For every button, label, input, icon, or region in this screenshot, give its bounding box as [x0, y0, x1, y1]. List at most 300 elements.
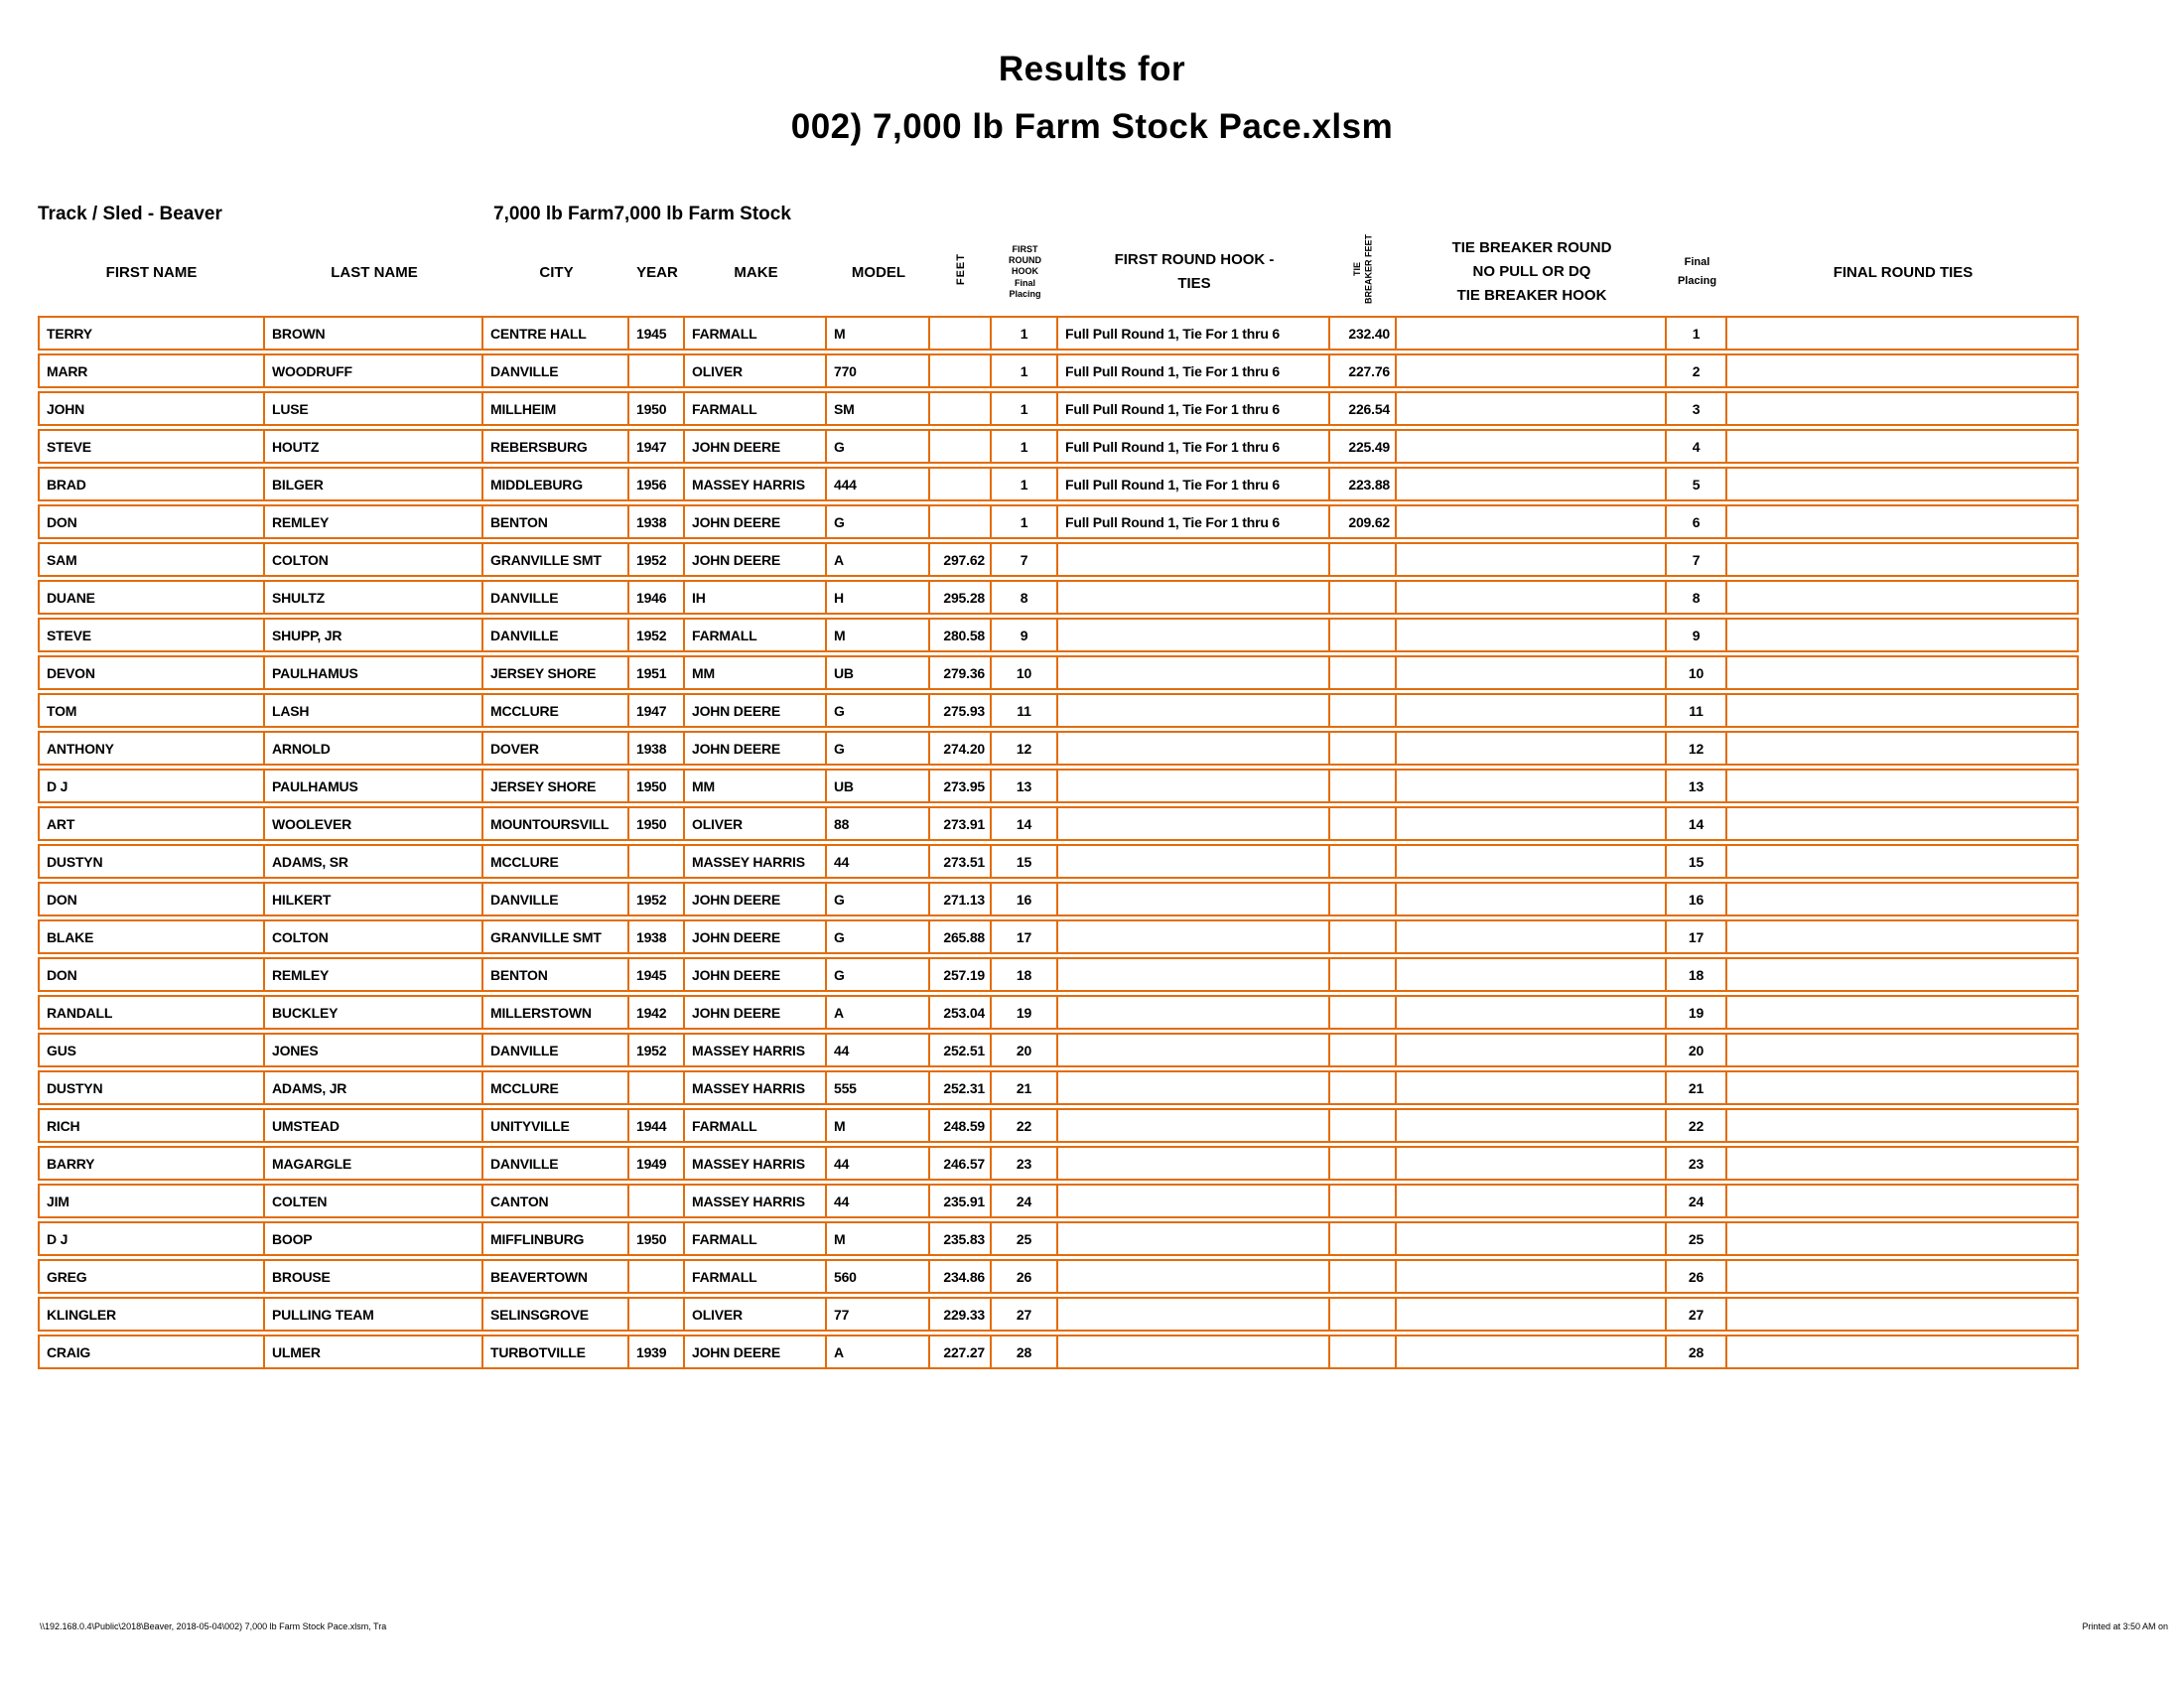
cell-first-name: DON: [38, 504, 265, 539]
cell-first-round-ties: [1058, 693, 1330, 728]
cell-feet: 273.95: [930, 769, 992, 803]
cell-city: CANTON: [483, 1184, 629, 1218]
cell-feet: [930, 391, 992, 426]
cell-year: 1952: [629, 542, 685, 577]
cell-year: 1952: [629, 618, 685, 652]
cell-first-name: DUSTYN: [38, 1070, 265, 1105]
cell-model: SM: [827, 391, 930, 426]
table-row: [38, 353, 2079, 388]
cell-tie-breaker-feet: [1330, 542, 1397, 577]
cell-first-name: DON: [38, 957, 265, 992]
cell-city: MIFFLINBURG: [483, 1221, 629, 1256]
col-header-city: CITY: [539, 263, 574, 281]
cell-first-round-ties: [1058, 655, 1330, 690]
cell-last-name: PULLING TEAM: [265, 1297, 483, 1332]
cell-feet: 273.51: [930, 844, 992, 879]
cell-first-round-ties: Full Pull Round 1, Tie For 1 thru 6: [1058, 429, 1330, 464]
cell-city: MCCLURE: [483, 1070, 629, 1105]
table-row: [38, 995, 2079, 1030]
cell-first-round-placing: 22: [992, 1108, 1058, 1143]
cell-city: MIDDLEBURG: [483, 467, 629, 501]
tbf-line2: BREAKER FEET: [1363, 234, 1374, 305]
cell-model: G: [827, 957, 930, 992]
cell-first-round-placing: 26: [992, 1259, 1058, 1294]
col-header-final-round-ties: FINAL ROUND TIES: [1833, 263, 1974, 281]
frh-placing-line2: ROUND: [1009, 255, 1041, 266]
cell-final-round-ties: [1727, 693, 2079, 728]
cell-tie-breaker-feet: [1330, 1070, 1397, 1105]
cell-tie-breaker-round: [1397, 806, 1667, 841]
cell-last-name: SHUPP, JR: [265, 618, 483, 652]
col-header-year: YEAR: [636, 263, 678, 281]
cell-final-placing: 28: [1667, 1335, 1727, 1369]
page-title: [0, 0, 2184, 147]
table-row: [38, 1335, 2079, 1369]
cell-tie-breaker-round: [1397, 693, 1667, 728]
cell-year: [629, 844, 685, 879]
cell-tie-breaker-round: [1397, 1108, 1667, 1143]
cell-make: MASSEY HARRIS: [685, 844, 827, 879]
cell-year: 1939: [629, 1335, 685, 1369]
cell-final-round-ties: [1727, 1108, 2079, 1143]
cell-tie-breaker-round: [1397, 1146, 1667, 1181]
cell-feet: 229.33: [930, 1297, 992, 1332]
cell-first-name: STEVE: [38, 429, 265, 464]
cell-feet: 257.19: [930, 957, 992, 992]
cell-first-round-ties: [1058, 1184, 1330, 1218]
cell-year: 1950: [629, 1221, 685, 1256]
cell-feet: 273.91: [930, 806, 992, 841]
cell-tie-breaker-feet: [1330, 1033, 1397, 1067]
cell-year: 1944: [629, 1108, 685, 1143]
cell-model: 77: [827, 1297, 930, 1332]
cell-first-name: DON: [38, 882, 265, 916]
cell-last-name: BROUSE: [265, 1259, 483, 1294]
cell-year: [629, 1259, 685, 1294]
cell-year: [629, 1297, 685, 1332]
cell-year: 1950: [629, 806, 685, 841]
cell-last-name: BOOP: [265, 1221, 483, 1256]
cell-first-name: RICH: [38, 1108, 265, 1143]
cell-year: 1947: [629, 693, 685, 728]
cell-final-placing: 24: [1667, 1184, 1727, 1218]
cell-feet: 235.91: [930, 1184, 992, 1218]
cell-final-round-ties: [1727, 1033, 2079, 1067]
table-row: [38, 655, 2079, 690]
results-table: [38, 228, 2079, 1372]
cell-feet: [930, 353, 992, 388]
table-row: [38, 542, 2079, 577]
cell-final-placing: 27: [1667, 1297, 1727, 1332]
cell-first-round-ties: [1058, 542, 1330, 577]
cell-model: G: [827, 882, 930, 916]
cell-final-round-ties: [1727, 806, 2079, 841]
table-row: [38, 957, 2079, 992]
cell-model: 44: [827, 1184, 930, 1218]
tie-breaker-feet-rotated-label: [1352, 234, 1375, 304]
cell-model: 88: [827, 806, 930, 841]
cell-city: MILLHEIM: [483, 391, 629, 426]
cell-first-round-placing: 15: [992, 844, 1058, 879]
cell-first-round-placing: 12: [992, 731, 1058, 766]
table-row: [38, 1146, 2079, 1181]
cell-first-name: TERRY: [38, 316, 265, 351]
cell-final-placing: 22: [1667, 1108, 1727, 1143]
cell-feet: 234.86: [930, 1259, 992, 1294]
cell-last-name: BUCKLEY: [265, 995, 483, 1030]
cell-feet: 274.20: [930, 731, 992, 766]
cell-final-round-ties: [1727, 618, 2079, 652]
cell-tie-breaker-round: [1397, 542, 1667, 577]
table-row: [38, 1297, 2079, 1332]
cell-tie-breaker-feet: [1330, 806, 1397, 841]
cell-year: 1947: [629, 429, 685, 464]
cell-final-round-ties: [1727, 919, 2079, 954]
meta-row: [38, 204, 2146, 229]
table-row: [38, 1259, 2079, 1294]
cell-feet: [930, 504, 992, 539]
cell-first-name: RANDALL: [38, 995, 265, 1030]
frh-placing-line3: HOOK: [1012, 266, 1038, 277]
cell-first-round-placing: 16: [992, 882, 1058, 916]
cell-final-placing: 14: [1667, 806, 1727, 841]
cell-final-round-ties: [1727, 957, 2079, 992]
footer-file-path: \\192.168.0.4\Public\2018\Beaver, 2018-05-04\002) 7,000 lb Farm Stock Pace.xlsm, Tra: [40, 1621, 387, 1631]
cell-final-round-ties: [1727, 769, 2079, 803]
cell-make: JOHN DEERE: [685, 731, 827, 766]
cell-final-round-ties: [1727, 1184, 2079, 1218]
cell-feet: [930, 429, 992, 464]
cell-final-round-ties: [1727, 1297, 2079, 1332]
cell-final-placing: 3: [1667, 391, 1727, 426]
col-header-first-round-placing: [992, 231, 1058, 313]
cell-tie-breaker-feet: [1330, 1259, 1397, 1294]
cell-first-round-ties: Full Pull Round 1, Tie For 1 thru 6: [1058, 391, 1330, 426]
cell-final-placing: 26: [1667, 1259, 1727, 1294]
cell-tie-breaker-round: [1397, 504, 1667, 539]
table-row: [38, 467, 2079, 501]
col-header-first-name: FIRST NAME: [105, 263, 198, 281]
cell-city: BENTON: [483, 957, 629, 992]
cell-final-round-ties: [1727, 391, 2079, 426]
cell-last-name: LUSE: [265, 391, 483, 426]
cell-city: DANVILLE: [483, 882, 629, 916]
cell-first-round-ties: [1058, 618, 1330, 652]
cell-make: FARMALL: [685, 1259, 827, 1294]
cell-tie-breaker-round: [1397, 580, 1667, 615]
cell-final-round-ties: [1727, 655, 2079, 690]
cell-final-placing: 4: [1667, 429, 1727, 464]
cell-make: MASSEY HARRIS: [685, 1070, 827, 1105]
table-row: [38, 731, 2079, 766]
cell-last-name: REMLEY: [265, 504, 483, 539]
cell-city: TURBOTVILLE: [483, 1335, 629, 1369]
cell-last-name: JONES: [265, 1033, 483, 1067]
cell-city: JERSEY SHORE: [483, 655, 629, 690]
cell-model: 555: [827, 1070, 930, 1105]
table-row: [38, 1221, 2079, 1256]
cell-first-round-placing: 19: [992, 995, 1058, 1030]
cell-last-name: UMSTEAD: [265, 1108, 483, 1143]
cell-tie-breaker-round: [1397, 391, 1667, 426]
cell-tie-breaker-round: [1397, 731, 1667, 766]
cell-make: MASSEY HARRIS: [685, 1184, 827, 1218]
cell-tie-breaker-feet: 223.88: [1330, 467, 1397, 501]
cell-final-placing: 12: [1667, 731, 1727, 766]
cell-year: 1938: [629, 504, 685, 539]
cell-first-name: D J: [38, 1221, 265, 1256]
cell-tie-breaker-feet: [1330, 731, 1397, 766]
cell-city: UNITYVILLE: [483, 1108, 629, 1143]
cell-last-name: ADAMS, JR: [265, 1070, 483, 1105]
track-sled-label: Track / Sled - Beaver: [38, 204, 222, 224]
cell-year: 1950: [629, 769, 685, 803]
cell-last-name: PAULHAMUS: [265, 769, 483, 803]
cell-last-name: PAULHAMUS: [265, 655, 483, 690]
cell-final-round-ties: [1727, 1070, 2079, 1105]
class-label: [493, 204, 791, 225]
cell-final-round-ties: [1727, 1335, 2079, 1369]
cell-first-round-placing: 23: [992, 1146, 1058, 1181]
cell-final-round-ties: [1727, 1146, 2079, 1181]
table-row: [38, 1184, 2079, 1218]
cell-tie-breaker-feet: [1330, 1335, 1397, 1369]
footer-printed-at: Printed at 3:50 AM on: [2082, 1621, 2168, 1631]
cell-final-placing: 6: [1667, 504, 1727, 539]
cell-make: FARMALL: [685, 1108, 827, 1143]
cell-city: MILLERSTOWN: [483, 995, 629, 1030]
cell-first-round-ties: [1058, 769, 1330, 803]
tbf-line1: TIE: [1351, 262, 1362, 277]
table-row: [38, 316, 2079, 351]
cell-model: M: [827, 1108, 930, 1143]
cell-first-round-ties: Full Pull Round 1, Tie For 1 thru 6: [1058, 504, 1330, 539]
cell-feet: 253.04: [930, 995, 992, 1030]
cell-tie-breaker-feet: [1330, 769, 1397, 803]
col-header-last-name: LAST NAME: [331, 263, 418, 281]
cell-year: 1949: [629, 1146, 685, 1181]
cell-tie-breaker-round: [1397, 1070, 1667, 1105]
cell-year: 1956: [629, 467, 685, 501]
cell-first-name: BARRY: [38, 1146, 265, 1181]
cell-first-name: STEVE: [38, 618, 265, 652]
cell-first-name: TOM: [38, 693, 265, 728]
cell-first-name: KLINGLER: [38, 1297, 265, 1332]
cell-tie-breaker-feet: [1330, 693, 1397, 728]
table-row: [38, 1033, 2079, 1067]
cell-make: JOHN DEERE: [685, 429, 827, 464]
cell-feet: 279.36: [930, 655, 992, 690]
cell-first-name: GUS: [38, 1033, 265, 1067]
cell-tie-breaker-round: [1397, 1297, 1667, 1332]
title-line1: Results for: [998, 50, 1186, 88]
cell-first-round-ties: [1058, 882, 1330, 916]
cell-first-round-placing: 14: [992, 806, 1058, 841]
cell-feet: 280.58: [930, 618, 992, 652]
cell-tie-breaker-feet: [1330, 1221, 1397, 1256]
cell-first-round-placing: 7: [992, 542, 1058, 577]
cell-first-round-placing: 11: [992, 693, 1058, 728]
cell-last-name: WOOLEVER: [265, 806, 483, 841]
cell-first-round-placing: 28: [992, 1335, 1058, 1369]
results-table-body: [38, 316, 2079, 1369]
cell-last-name: HOUTZ: [265, 429, 483, 464]
cell-city: MCCLURE: [483, 844, 629, 879]
table-row: [38, 1108, 2079, 1143]
cell-make: JOHN DEERE: [685, 995, 827, 1030]
cell-final-placing: 5: [1667, 467, 1727, 501]
cell-year: [629, 353, 685, 388]
table-row: [38, 429, 2079, 464]
cell-tie-breaker-feet: 232.40: [1330, 316, 1397, 351]
cell-last-name: ULMER: [265, 1335, 483, 1369]
cell-last-name: SHULTZ: [265, 580, 483, 615]
cell-make: FARMALL: [685, 316, 827, 351]
cell-feet: 252.31: [930, 1070, 992, 1105]
cell-final-round-ties: [1727, 542, 2079, 577]
cell-tie-breaker-round: [1397, 467, 1667, 501]
cell-first-round-placing: 20: [992, 1033, 1058, 1067]
cell-first-name: DUSTYN: [38, 844, 265, 879]
cell-model: 560: [827, 1259, 930, 1294]
cell-tie-breaker-feet: [1330, 844, 1397, 879]
cell-first-round-ties: Full Pull Round 1, Tie For 1 thru 6: [1058, 353, 1330, 388]
cell-final-placing: 2: [1667, 353, 1727, 388]
cell-final-placing: 13: [1667, 769, 1727, 803]
cell-final-placing: 16: [1667, 882, 1727, 916]
cell-city: JERSEY SHORE: [483, 769, 629, 803]
cell-make: JOHN DEERE: [685, 504, 827, 539]
table-row: [38, 882, 2079, 916]
cell-first-round-placing: 21: [992, 1070, 1058, 1105]
cell-feet: [930, 316, 992, 351]
cell-city: REBERSBURG: [483, 429, 629, 464]
cell-make: JOHN DEERE: [685, 1335, 827, 1369]
cell-model: A: [827, 1335, 930, 1369]
cell-model: G: [827, 919, 930, 954]
cell-model: 44: [827, 1033, 930, 1067]
cell-first-round-placing: 1: [992, 391, 1058, 426]
cell-make: FARMALL: [685, 391, 827, 426]
table-row: [38, 919, 2079, 954]
cell-first-name: ART: [38, 806, 265, 841]
cell-last-name: COLTON: [265, 919, 483, 954]
cell-city: MCCLURE: [483, 693, 629, 728]
cell-first-round-placing: 27: [992, 1297, 1058, 1332]
cell-make: IH: [685, 580, 827, 615]
cell-tie-breaker-round: [1397, 1335, 1667, 1369]
cell-tie-breaker-feet: [1330, 1146, 1397, 1181]
cell-tie-breaker-round: [1397, 1221, 1667, 1256]
cell-final-round-ties: [1727, 1259, 2079, 1294]
cell-make: OLIVER: [685, 1297, 827, 1332]
frh-ties-line2: TIES: [1177, 275, 1211, 292]
cell-tie-breaker-feet: [1330, 655, 1397, 690]
cell-first-round-ties: Full Pull Round 1, Tie For 1 thru 6: [1058, 467, 1330, 501]
col-header-tie-breaker-round: [1397, 231, 1667, 313]
class-short-label: 7,000 lb Farm: [493, 204, 614, 224]
cell-city: SELINSGROVE: [483, 1297, 629, 1332]
cell-feet: 227.27: [930, 1335, 992, 1369]
cell-make: MM: [685, 655, 827, 690]
table-row: [38, 580, 2079, 615]
cell-first-round-placing: 1: [992, 316, 1058, 351]
cell-city: DANVILLE: [483, 580, 629, 615]
cell-first-round-placing: 1: [992, 504, 1058, 539]
cell-first-round-placing: 1: [992, 467, 1058, 501]
cell-model: M: [827, 618, 930, 652]
cell-tie-breaker-round: [1397, 1259, 1667, 1294]
cell-first-name: ANTHONY: [38, 731, 265, 766]
cell-tie-breaker-round: [1397, 957, 1667, 992]
cell-make: MASSEY HARRIS: [685, 1146, 827, 1181]
table-row: [38, 504, 2079, 539]
cell-model: 44: [827, 1146, 930, 1181]
class-full-label: 7,000 lb Farm Stock: [614, 204, 791, 224]
cell-final-placing: 8: [1667, 580, 1727, 615]
cell-first-name: JIM: [38, 1184, 265, 1218]
cell-first-round-placing: 24: [992, 1184, 1058, 1218]
cell-first-round-placing: 18: [992, 957, 1058, 992]
table-row: [38, 844, 2079, 879]
cell-year: 1952: [629, 882, 685, 916]
cell-feet: 295.28: [930, 580, 992, 615]
table-row: [38, 693, 2079, 728]
cell-city: DANVILLE: [483, 1146, 629, 1181]
cell-model: H: [827, 580, 930, 615]
cell-city: DANVILLE: [483, 353, 629, 388]
cell-first-round-placing: 8: [992, 580, 1058, 615]
cell-make: JOHN DEERE: [685, 542, 827, 577]
cell-year: 1946: [629, 580, 685, 615]
cell-model: UB: [827, 769, 930, 803]
cell-city: GRANVILLE SMT: [483, 919, 629, 954]
cell-final-placing: 17: [1667, 919, 1727, 954]
cell-tie-breaker-feet: 209.62: [1330, 504, 1397, 539]
cell-final-round-ties: [1727, 580, 2079, 615]
cell-make: JOHN DEERE: [685, 882, 827, 916]
cell-first-round-ties: [1058, 995, 1330, 1030]
cell-make: JOHN DEERE: [685, 919, 827, 954]
cell-tie-breaker-feet: 225.49: [1330, 429, 1397, 464]
cell-make: FARMALL: [685, 618, 827, 652]
col-header-first-round-ties: [1058, 231, 1330, 313]
cell-tie-breaker-round: [1397, 429, 1667, 464]
cell-model: UB: [827, 655, 930, 690]
cell-first-name: CRAIG: [38, 1335, 265, 1369]
cell-final-placing: 11: [1667, 693, 1727, 728]
cell-city: DANVILLE: [483, 1033, 629, 1067]
cell-last-name: MAGARGLE: [265, 1146, 483, 1181]
cell-tie-breaker-round: [1397, 844, 1667, 879]
cell-tie-breaker-round: [1397, 995, 1667, 1030]
cell-first-round-ties: [1058, 1033, 1330, 1067]
cell-last-name: COLTON: [265, 542, 483, 577]
col-header-model: MODEL: [851, 263, 906, 281]
cell-final-round-ties: [1727, 882, 2079, 916]
cell-final-placing: 23: [1667, 1146, 1727, 1181]
cell-first-round-ties: [1058, 844, 1330, 879]
cell-feet: 265.88: [930, 919, 992, 954]
cell-feet: 248.59: [930, 1108, 992, 1143]
cell-final-placing: 10: [1667, 655, 1727, 690]
cell-last-name: COLTEN: [265, 1184, 483, 1218]
cell-last-name: ARNOLD: [265, 731, 483, 766]
cell-first-round-placing: 1: [992, 429, 1058, 464]
cell-first-round-ties: [1058, 1259, 1330, 1294]
final-placing-line1: Final: [1684, 256, 1710, 269]
tb-round-line3: TIE BREAKER HOOK: [1456, 287, 1607, 304]
